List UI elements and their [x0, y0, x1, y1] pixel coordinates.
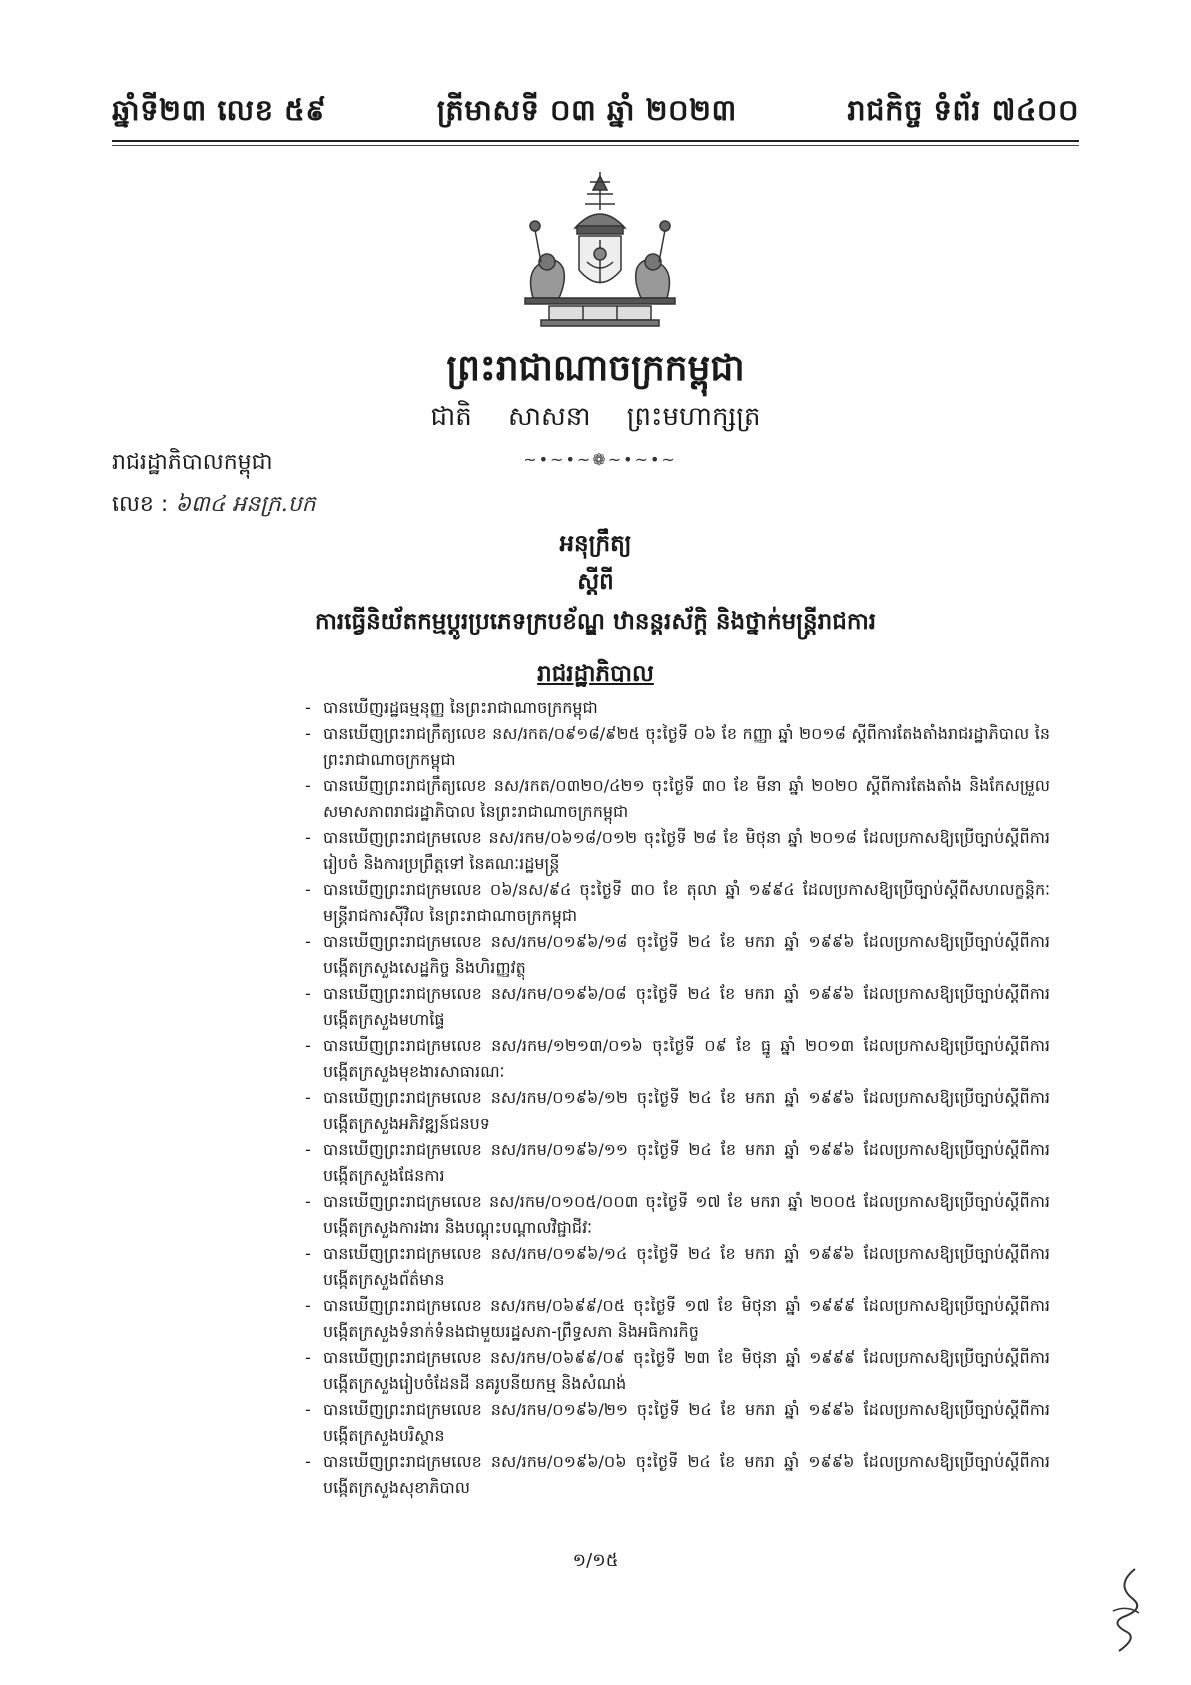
document-number-value: ៦៣៤ អនក្រ.បក — [175, 492, 316, 517]
page-number: ១/១៥ — [572, 1550, 619, 1571]
preamble-clause: - បានឃើញព្រះរាជក្រមលេខ នស/រកម/០១៩៦/២១ ចុះថ្ងៃទី ២៤ ខែ មករា ឆ្នាំ ១៩៩៦ ដែលប្រកាសឱ្យប្រើច្បាប់ស្តីពីការបង្កើតក្រសួងបរិស្ថាន — [305, 1397, 1050, 1449]
issuing-authority: រាជរដ្ឋាភិបាលកម្ពុជា — [112, 450, 273, 475]
gazette-quarter: ត្រីមាសទី ០៣ ឆ្នាំ ២០២៣ — [436, 93, 737, 127]
preamble-clause: - បានឃើញព្រះរាជក្រមលេខ នស/រកម/១២១៣/០១៦ ចុះថ្ងៃទី ០៩ ខែ ធ្នូ ឆ្នាំ ២០១៣ ដែលប្រកាសឱ្យប្រើច្បាប់ស្តីពីការបង្កើតក្រសួងមុខងារសាធារណៈ — [305, 1033, 1050, 1085]
preamble-clause: - បានឃើញព្រះរាជក្រមលេខ នស/រកម/០១៩៦/១១ ចុះថ្ងៃទី ២៤ ខែ មករា ឆ្នាំ ១៩៩៦ ដែលប្រកាសឱ្យប្រើច្បាប់ស្តីពីការបង្កើតក្រសួងផែនការ — [305, 1137, 1050, 1189]
national-motto: ជាតិ សាសនា ព្រះមហាក្សត្រ — [430, 402, 761, 432]
kingdom-name: ព្រះរាជាណាចក្រកម្ពុជា — [446, 347, 745, 389]
royal-emblem-icon — [505, 170, 695, 330]
gazette-header — [112, 88, 1079, 140]
preamble-clause: - បានឃើញព្រះរាជក្រមលេខ ០៦/នស/៩៤ ចុះថ្ងៃទី ៣០ ខែ តុលា ឆ្នាំ ១៩៩៤ ដែលប្រកាសឱ្យប្រើច្បាប់ស្តីពីសហលក្ខន្តិកៈមន្ត្រីរាជការស៊ីវិល នៃព្រះរាជាណាចក្រកម្ពុជា — [305, 877, 1050, 929]
preamble-clause: - បានឃើញព្រះរាជក្រមលេខ នស/រកម/០១៩៦/០៦ ចុះថ្ងៃទី ២៤ ខែ មករា ឆ្នាំ ១៩៩៦ ដែលប្រកាសឱ្យប្រើច្បាប់ស្តីពីការបង្កើតក្រសួងសុខាភិបាល — [305, 1449, 1050, 1501]
preamble-list — [305, 695, 1050, 1501]
preamble-clause: - បានឃើញព្រះរាជក្រមលេខ នស/រកម/០១៩៦/០៨ ចុះថ្ងៃទី ២៤ ខែ មករា ឆ្នាំ ១៩៩៦ ដែលប្រកាសឱ្យប្រើច្បាប់ស្តីពីការបង្កើតក្រសួងមហាផ្ទៃ — [305, 981, 1050, 1033]
preamble-clause: - បានឃើញព្រះរាជក្រមលេខ នស/រកម/០១០៥/០០៣ ចុះថ្ងៃទី ១៧ ខែ មករា ឆ្នាំ ២០០៥ ដែលប្រកាសឱ្យប្រើច្បាប់ស្តីពីការបង្កើតក្រសួងការងារ និងបណ្តុះបណ្តាលវិជ្ជាជីវៈ — [305, 1189, 1050, 1241]
preamble-clause: - បានឃើញព្រះរាជក្រមលេខ នស/រកម/០៦៩៩/០៥ ចុះថ្ងៃទី ១៧ ខែ មិថុនា ឆ្នាំ ១៩៩៩ ដែលប្រកាសឱ្យប្រើច្បាប់ស្តីពីការបង្កើតក្រសួងទំនាក់ទំនងជាមួយរដ្ឋសភា-ព្រឹទ្ធសភា និងអធិការកិច្ច — [305, 1293, 1050, 1345]
header-rule — [112, 140, 1079, 142]
preamble-clause: - បានឃើញរដ្ឋធម្មនុញ្ញ នៃព្រះរាជាណាចក្រកម្ពុជា — [305, 695, 1050, 721]
preamble-clause: - បានឃើញព្រះរាជក្រឹត្យលេខ នស/រកត/០៣២០/៤២១ ចុះថ្ងៃទី ៣០ ខែ មីនា ឆ្នាំ ២០២០ ស្តីពីការតែងតាំង និងកែសម្រួលសមាសភាពរាជរដ្ឋាភិបាល នៃព្រះរាជាណាចក្រកម្ពុជា — [305, 773, 1050, 825]
document-title: ការធ្វើនិយ័តកម្មប្តូរប្រភេទក្របខ័ណ្ឌ ឋានន្តរស័ក្តិ និងថ្នាក់មន្ត្រីរាជការ — [314, 609, 877, 635]
header-rule-thin — [112, 145, 1079, 146]
preamble-clause: - បានឃើញព្រះរាជក្រឹត្យលេខ នស/រកត/០៩១៨/៩២៥ ចុះថ្ងៃទី ០៦ ខែ កញ្ញា ឆ្នាំ ២០១៨ ស្តីពីការតែងតាំងរាជរដ្ឋាភិបាល នៃព្រះរាជាណាចក្រកម្ពុជា — [305, 721, 1050, 773]
document-type: អនុក្រឹត្យ — [559, 531, 632, 557]
document-number — [112, 490, 316, 522]
initials-signature-icon — [1105, 1565, 1150, 1655]
preamble-clause: - បានឃើញព្រះរាជក្រមលេខ នស/រកម/០៦១៨/០១២ ចុះថ្ងៃទី ២៨ ខែ មិថុនា ឆ្នាំ ២០១៨ ដែលប្រកាសឱ្យប្រើច្បាប់ស្តីពីការរៀបចំ និងការប្រព្រឹត្តទៅ នៃគណៈរដ្ឋមន្ត្រី — [305, 825, 1050, 877]
preamble-clause: - បានឃើញព្រះរាជក្រមលេខ នស/រកម/០១៩៦/១២ ចុះថ្ងៃទី ២៤ ខែ មករា ឆ្នាំ ១៩៩៦ ដែលប្រកាសឱ្យប្រើច្បាប់ស្តីពីការបង្កើតក្រសួងអភិវឌ្ឍន៍ជនបទ — [305, 1085, 1050, 1137]
gazette-year-issue: ឆ្នាំទី២៣ លេខ ៥៩ — [112, 93, 327, 127]
government-heading: រាជរដ្ឋាភិបាល — [537, 661, 654, 687]
gazette-page-ref: រាជកិច្ច ទំព័រ ៧៤០០ — [847, 93, 1079, 127]
ornament-divider: ~•~•~❁~•~•~ — [523, 450, 677, 469]
document-number-label: លេខ : — [112, 492, 169, 517]
preamble-clause: - បានឃើញព្រះរាជក្រមលេខ នស/រកម/០៦៩៩/០៩ ចុះថ្ងៃទី ២៣ ខែ មិថុនា ឆ្នាំ ១៩៩៩ ដែលប្រកាសឱ្យប្រើច្បាប់ស្តីពីការបង្កើតក្រសួងរៀបចំដែនដី នគរូបនីយកម្ម និងសំណង់ — [305, 1345, 1050, 1397]
preamble-clause: - បានឃើញព្រះរាជក្រមលេខ នស/រកម/០១៩៦/១៨ ចុះថ្ងៃទី ២៤ ខែ មករា ឆ្នាំ ១៩៩៦ ដែលប្រកាសឱ្យប្រើច្បាប់ស្តីពីការបង្កើតក្រសួងសេដ្ឋកិច្ច និងហិរញ្ញវត្ថុ — [305, 929, 1050, 981]
document-about: ស្តីពី — [577, 569, 614, 595]
preamble-clause: - បានឃើញព្រះរាជក្រមលេខ នស/រកម/០១៩៦/១៤ ចុះថ្ងៃទី ២៤ ខែ មករា ឆ្នាំ ១៩៩៦ ដែលប្រកាសឱ្យប្រើច្បាប់ស្តីពីការបង្កើតក្រសួងព័ត៌មាន — [305, 1241, 1050, 1293]
